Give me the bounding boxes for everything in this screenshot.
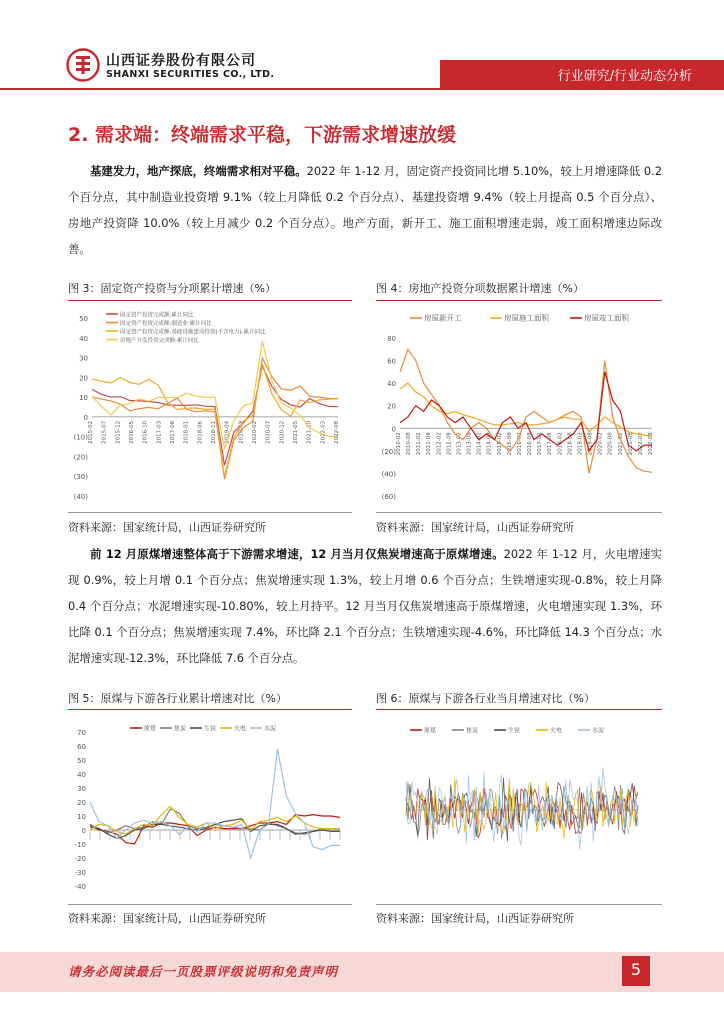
company-name-en: SHANXI SECURITIES CO., LTD. [106, 69, 275, 80]
legend-label: 房屋竣工面积 [584, 313, 629, 323]
x-tick-label: 2012-08 [446, 432, 453, 456]
page-header [0, 0, 724, 92]
legend-label: 原煤 [424, 727, 437, 735]
x-tick-label: 2017-08 [170, 420, 176, 444]
fig4-bottom-rule [376, 512, 662, 513]
page-number: 5 [630, 960, 642, 979]
fig4-caption: 图 4：房地产投资分项数据累计增速（%） [376, 282, 584, 295]
fig4-top-rule [376, 300, 662, 301]
x-tick-label: 2019-04 [224, 420, 231, 444]
y-tick-label: 20 [79, 374, 88, 383]
x-tick-label: 2022-03 [320, 420, 327, 444]
paragraph-demand-body: 2022 年 1-12 月，固定资产投资同比增 5.10%，较上月增速降低 0.2 个百分点，其中制造业投资增 9.1%（较上月降低 0.2 个百分点）、基建投资增 9.4%（较上月提高 0.5 个百分点）、房地产投资降 10.0%（较上月减少 0.2 个百分点）。地产方面，新开工、施工面积增速走弱，竣工面积增速边际改善。 [68, 164, 662, 256]
fig5-caption: 图 5：原煤与下游各行业累计增速对比（%） [68, 692, 287, 705]
y-tick-label: 60 [387, 357, 396, 366]
legend-label: 火电 [234, 725, 247, 733]
legend-label: 火电 [550, 727, 563, 735]
y-tick-label: 20 [77, 799, 86, 807]
y-tick-label: (40) [381, 470, 396, 479]
company-name-cn: 山西证券股份有限公司 [106, 53, 256, 69]
legend-label: 固定资产投资完成额:制造业:累计同比 [120, 321, 212, 327]
header-divider [0, 88, 724, 90]
x-tick-label: 2012-02 [436, 432, 443, 456]
fig5-source: 资料来源：国家统计局，山西证券研究所 [68, 912, 266, 925]
y-tick-label: (60) [381, 493, 396, 501]
y-tick-label: (40) [73, 493, 88, 501]
report-type-tag: 行业研究/行业动态分析 [557, 69, 692, 84]
y-tick-label: -10 [74, 841, 86, 849]
x-tick-label: 2019-08 [587, 432, 594, 456]
paragraph-coal-lead: 前 12 月原煤增速整体高于下游需求增速，12 月当月仅焦炭增速高于原煤增速。 [90, 547, 504, 561]
x-tick-label: 2019-02 [577, 432, 584, 456]
fig5-bottom-rule [68, 904, 352, 905]
paragraph-coal-body: 2022 年 1-12 月，火电增速实现 0.9%，较上月增 0.1 个百分点；焦炭增速实现 1.3%，较上月增 0.6 个百分点；生铁增速实现-0.8%，较上月降 0.4 个百分点；水泥增速实现-10.80%，较上月持平。12 月当月仅焦炭增速高于原煤增速，火电增速实现 1.3%，环比降 0.1 个百分点；焦炭增速实现 7.4%，环比降 2.1 个百分点；生铁增速实现-4.6%，环比降低 14.3 个百分点；水泥增速实现-12.3%，环比降低 7.6 个百分点。 [68, 547, 663, 665]
x-tick-label: 2018-08 [567, 432, 574, 456]
x-tick-label: 2015-12 [115, 420, 122, 444]
x-tick-label: 2021-05 [293, 420, 299, 444]
legend-label: 房屋新开工 [424, 313, 462, 323]
fig6-caption: 图 6：原煤与下游各行业当月增速对比（%） [376, 692, 595, 705]
y-tick-label: 70 [77, 729, 86, 737]
x-tick-label: 2019-09 [238, 420, 245, 444]
y-tick-label: -40 [74, 883, 86, 891]
x-tick-label: 2015-07 [101, 420, 108, 444]
paragraph-demand [68, 158, 662, 262]
x-tick-label: 2016-10 [142, 420, 149, 444]
y-tick-label: 40 [387, 380, 396, 389]
y-tick-label: (10) [73, 433, 88, 442]
y-tick-label: 80 [387, 335, 396, 343]
x-tick-label: 2018-11 [211, 420, 217, 444]
legend-label: 房屋施工面积 [504, 313, 549, 323]
legend-label: 焦炭 [466, 727, 479, 735]
x-tick-label: 2016-08 [527, 432, 534, 456]
x-tick-label: 2017-02 [537, 432, 544, 456]
footer-disclaimer: 请务必阅读最后一页股票评级说明和免责声明 [68, 964, 339, 979]
company-logo-icon [66, 48, 100, 82]
legend-label: 水泥 [264, 725, 277, 733]
x-tick-label: 2014-02 [476, 432, 483, 456]
y-tick-label: (20) [73, 453, 88, 462]
y-tick-label: 30 [77, 785, 86, 793]
series-line-3 [92, 364, 338, 477]
x-tick-label: 2020-08 [607, 432, 614, 456]
y-tick-label: 0 [391, 425, 396, 434]
y-tick-label: -20 [74, 855, 86, 863]
x-tick-label: 2021-08 [627, 432, 634, 456]
x-tick-label: 2015-02 [88, 420, 94, 444]
y-tick-label: 40 [79, 334, 88, 343]
y-tick-label: 20 [387, 402, 396, 411]
x-tick-label: 2018-01 [183, 420, 190, 444]
x-tick-label: 2021-10 [306, 420, 313, 444]
fig5-top-rule [68, 709, 352, 710]
section-title: 2. 需求端：终端需求平稳，下游需求增速放缓 [68, 124, 457, 146]
x-tick-label: 2016-05 [129, 420, 135, 444]
legend-label: 焦炭 [174, 725, 187, 733]
x-tick-label: 2016-02 [516, 432, 523, 456]
legend-label: 固定资产投资完成额:基础设施建设投资(不含电力):累计同比 [120, 329, 266, 336]
legend-label: 原煤 [144, 725, 157, 733]
x-tick-label: 2017-03 [156, 420, 163, 444]
x-tick-label: 2022-08 [648, 432, 654, 456]
legend-label: 生铁 [508, 727, 521, 735]
x-tick-label: 2013-02 [456, 432, 463, 456]
x-tick-label: 2018-06 [197, 420, 204, 444]
fig4-chart [376, 304, 662, 510]
x-tick-label: 2021-02 [617, 432, 624, 456]
y-tick-label: 0 [81, 827, 86, 835]
series-line-5 [90, 749, 340, 858]
x-tick-label: 2011-08 [426, 432, 433, 456]
fig3-top-rule [68, 300, 352, 301]
x-tick-label: 2010-08 [406, 432, 413, 456]
y-tick-label: 60 [77, 743, 86, 751]
y-tick-label: -30 [74, 869, 86, 877]
y-tick-label: 50 [79, 315, 88, 323]
x-tick-label: 2022-02 [637, 432, 644, 456]
legend-label: 水泥 [592, 727, 605, 735]
fig6-source: 资料来源：国家统计局，山西证券研究所 [376, 912, 574, 925]
y-tick-label: 10 [77, 813, 86, 821]
x-tick-label: 2022-08 [334, 420, 340, 444]
fig4-source: 资料来源：国家统计局，山西证券研究所 [376, 521, 574, 534]
y-tick-label: 30 [79, 354, 88, 363]
x-tick-label: 2015-02 [496, 432, 503, 456]
x-tick-label: 2014-08 [486, 432, 493, 456]
x-tick-label: 2010-02 [396, 432, 402, 456]
legend-label: 生铁 [204, 725, 217, 733]
x-tick-label: 2018-02 [557, 432, 564, 456]
y-tick-label: 10 [79, 394, 88, 403]
fig3-bottom-rule [68, 512, 352, 513]
x-tick-label: 2015-08 [506, 432, 513, 456]
paragraph-demand-lead: 基建发力，地产探底，终端需求相对平稳。 [90, 164, 307, 178]
fig6-top-rule [376, 709, 662, 710]
x-tick-label: 2017-08 [547, 432, 554, 456]
paragraph-coal [68, 541, 662, 671]
x-tick-label: 2020-02 [252, 420, 258, 444]
fig3-source: 资料来源：国家统计局，山西证券研究所 [68, 521, 266, 534]
fig6-bottom-rule [376, 904, 662, 905]
legend-label: 固定资产投资完成额:累计同比 [120, 312, 194, 319]
y-tick-label: (30) [73, 473, 88, 482]
x-tick-label: 2020-02 [597, 432, 604, 456]
y-tick-label: (20) [381, 447, 396, 456]
y-tick-label: 50 [77, 757, 86, 765]
fig3-caption: 图 3：固定资产投资与分项累计增速（%） [68, 282, 276, 295]
fig6-chart [376, 714, 662, 902]
y-tick-label: 0 [83, 413, 88, 422]
x-tick-label: 2013-08 [466, 432, 473, 456]
fig5-chart [68, 714, 352, 902]
x-tick-label: 2020-12 [279, 420, 286, 444]
x-tick-label: 2011-02 [416, 432, 423, 456]
series-line-2 [92, 358, 338, 479]
x-tick-label: 2020-07 [265, 420, 272, 444]
y-tick-label: 40 [77, 771, 86, 779]
fig3-chart [68, 304, 352, 510]
legend-label: 房地产开发投资完成额:累计同比 [120, 338, 199, 344]
